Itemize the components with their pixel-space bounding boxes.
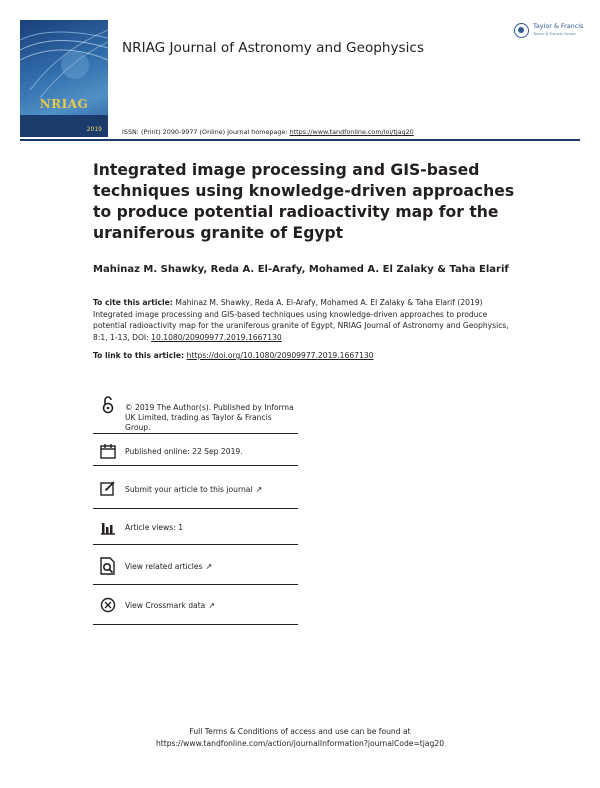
footer-terms-text: Full Terms & Conditions of access and use can be found at bbox=[189, 727, 411, 736]
article-link-line bbox=[93, 351, 373, 360]
cover-year: 2019 bbox=[86, 126, 102, 133]
views-row bbox=[93, 509, 298, 545]
license-text: © 2019 The Author(s). Published by Informa UK Limited, trading as Taylor & Francis Group. bbox=[125, 403, 294, 432]
issn-text: ISSN: (Print) 2090-9977 (Online) Journal homepage: bbox=[122, 128, 290, 136]
external-link-icon: ↗ bbox=[255, 485, 263, 494]
crossmark-link[interactable] bbox=[125, 601, 298, 611]
footer bbox=[0, 726, 600, 749]
citation-doi-link[interactable]: 10.1080/20909977.2019.1667130 bbox=[151, 332, 282, 342]
journal-title: NRIAG Journal of Astronomy and Geophysics bbox=[122, 40, 424, 56]
article-authors: Mahinaz M. Shawky, Reda A. El-Arafy, Mohamed A. El Zalaky & Taha Elarif bbox=[93, 264, 509, 275]
calendar-icon bbox=[99, 442, 117, 460]
article-info-list bbox=[93, 391, 298, 625]
submit-row[interactable] bbox=[93, 466, 298, 509]
related-label: View related articles bbox=[125, 562, 203, 571]
open-access-icon bbox=[99, 396, 117, 414]
citation-label: To cite this article: bbox=[93, 298, 176, 307]
license-row bbox=[93, 391, 298, 434]
crossmark-icon bbox=[99, 596, 117, 614]
cover-brand: NRIAG bbox=[39, 97, 89, 111]
submit-label: Submit your article to this journal bbox=[125, 485, 253, 494]
journal-homepage-link[interactable]: https://www.tandfonline.com/loi/tjag20 bbox=[289, 128, 414, 136]
publisher-name: Taylor & Francis bbox=[533, 22, 584, 30]
article-doi-link[interactable]: https://doi.org/10.1080/20909977.2019.1667130 bbox=[186, 351, 374, 360]
publisher-logo-icon bbox=[514, 23, 529, 38]
link-label: To link to this article: bbox=[93, 351, 187, 360]
crossmark-row[interactable] bbox=[93, 585, 298, 625]
related-articles-icon bbox=[99, 557, 117, 575]
header-divider bbox=[20, 139, 580, 141]
published-date: Published online: 22 Sep 2019. bbox=[125, 447, 243, 456]
citation-text: Mahinaz M. Shawky, Reda A. El-Arafy, Mohamed A. El Zalaky & Taha Elarif (2019) Integrated image processing and GIS-based techniques using knowledge-driven approaches to produce potential radioactivity map for the uraniferous granite of Egypt, NRIAG Journal of Astronomy and Geophysics, 8:1, 1-13, DOI: bbox=[93, 298, 509, 342]
related-articles-link[interactable] bbox=[125, 562, 298, 572]
publisher-logo[interactable] bbox=[514, 22, 584, 44]
article-title: Integrated image processing and GIS-based techniques using knowledge-driven approaches to produce potential radioactivity map for the uraniferous granite of Egypt bbox=[93, 161, 515, 242]
submit-article-link[interactable] bbox=[125, 485, 298, 495]
bar-chart-icon bbox=[99, 518, 117, 536]
issn-line bbox=[122, 128, 414, 136]
crossmark-label: View Crossmark data bbox=[125, 601, 206, 610]
publisher-tagline: Taylor & Francis Group bbox=[533, 31, 576, 36]
article-views: Article views: 1 bbox=[125, 523, 184, 532]
published-row bbox=[93, 434, 298, 466]
footer-journal-info-link[interactable]: https://www.tandfonline.com/action/journalInformation?journalCode=tjag20 bbox=[155, 738, 445, 748]
journal-cover bbox=[20, 20, 108, 137]
cover-art bbox=[20, 20, 108, 100]
citation-block bbox=[93, 297, 513, 343]
related-row[interactable] bbox=[93, 545, 298, 585]
submit-icon bbox=[99, 479, 117, 497]
external-link-icon: ↗ bbox=[208, 601, 216, 610]
external-link-icon: ↗ bbox=[205, 562, 213, 571]
